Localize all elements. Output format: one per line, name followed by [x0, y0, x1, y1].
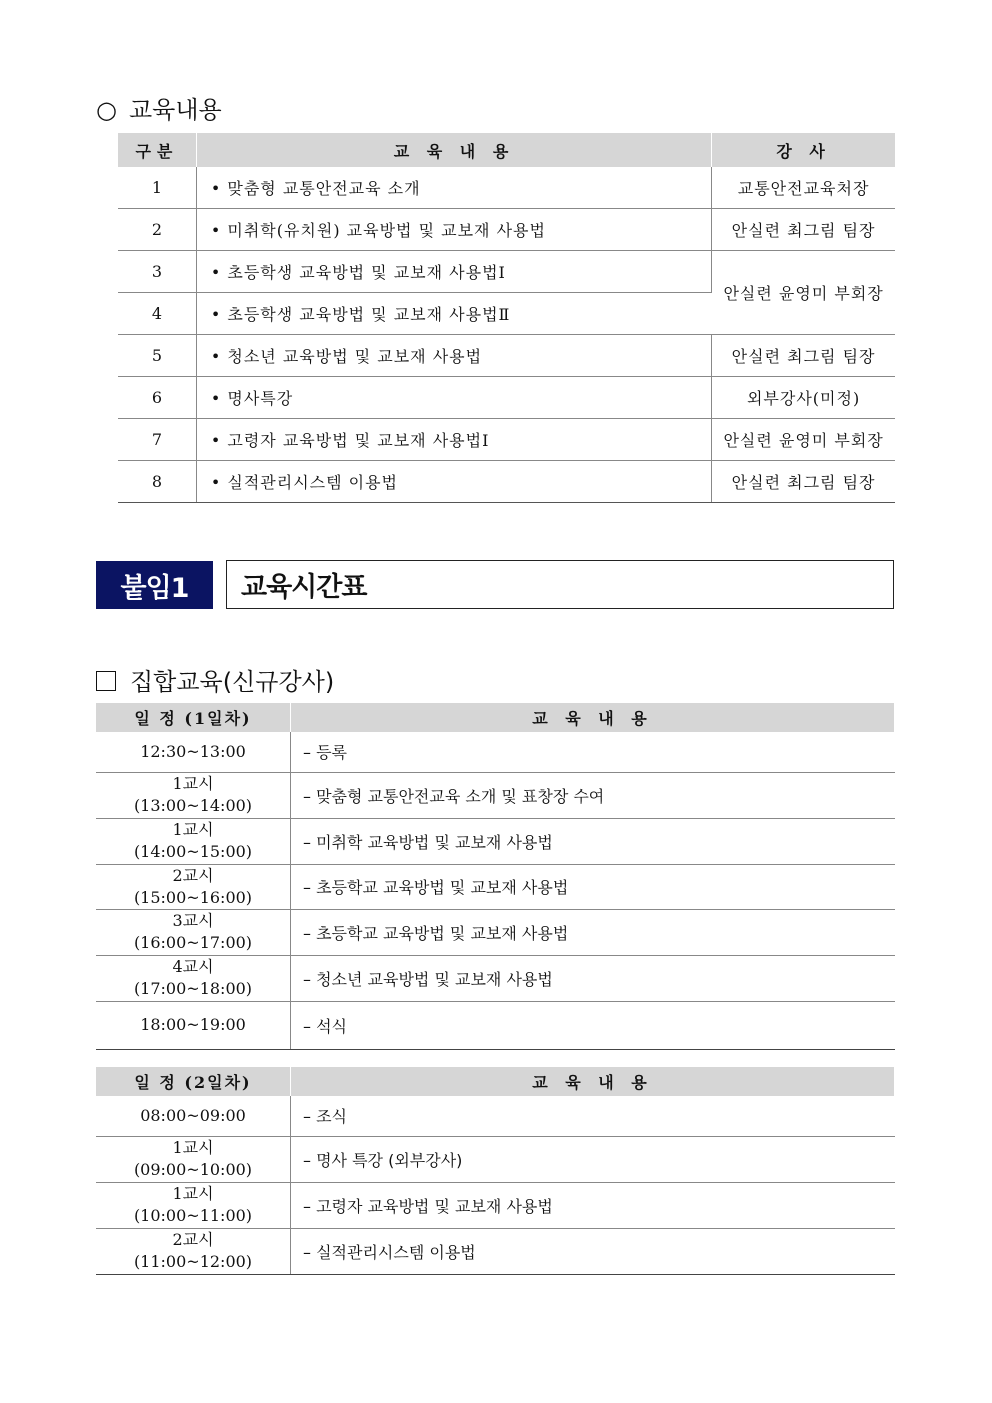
time-cell	[96, 772, 291, 818]
table-row	[96, 818, 895, 864]
period-label: 1교시	[172, 1184, 214, 1203]
time-cell	[96, 1096, 291, 1136]
time-range: (16:00~17:00)	[133, 933, 253, 952]
section-title: 집합교육(신규강사)	[130, 668, 335, 696]
period-label: 2교시	[172, 1230, 214, 1249]
row-content: – 초등학교 교육방법 및 교보재 사용법	[291, 909, 895, 955]
row-content: – 조식	[291, 1096, 895, 1136]
row-content: • 미취학(유치원) 교육방법 및 교보재 사용법	[196, 209, 711, 251]
row-content: • 맞춤형 교통안전교육 소개	[196, 167, 711, 209]
time-range: 18:00~19:00	[140, 1015, 246, 1034]
circle-bullet-icon: ○	[96, 96, 117, 124]
section-heading-group-education	[96, 662, 334, 697]
row-content: – 등록	[291, 732, 895, 772]
header-schedule: 일 정 (2일차)	[96, 1067, 291, 1096]
table-row	[118, 419, 895, 461]
period-label: 4교시	[172, 957, 214, 976]
row-content: • 명사특강	[196, 377, 711, 419]
table-header-row	[96, 703, 895, 732]
row-content: – 명사 특강 (외부강사)	[291, 1136, 895, 1182]
period-label: 1교시	[172, 820, 214, 839]
section-heading-education-content	[96, 90, 222, 125]
section-title: 교육내용	[128, 96, 222, 124]
time-range: 08:00~09:00	[140, 1105, 246, 1125]
schedule-day2-table	[96, 1067, 895, 1275]
period-label: 2교시	[172, 865, 214, 885]
row-number: 3	[118, 251, 196, 293]
table-row	[96, 864, 895, 909]
time-cell	[96, 864, 291, 909]
row-content: – 석식	[291, 1001, 895, 1049]
table-row	[118, 209, 895, 251]
time-range: (15:00~16:00)	[133, 887, 253, 907]
attachment-title: 교육시간표	[226, 560, 894, 609]
time-cell	[96, 955, 291, 1001]
period-label: 1교시	[172, 1138, 214, 1157]
time-cell	[96, 732, 291, 772]
row-lecturer: 안실련 최그림 팀장	[712, 335, 895, 377]
time-range: (09:00~10:00)	[133, 1160, 253, 1179]
row-number: 4	[118, 293, 196, 335]
row-content: – 실적관리시스템 이용법	[291, 1228, 895, 1274]
row-content: – 청소년 교육방법 및 교보재 사용법	[291, 955, 895, 1001]
header-content: 교 육 내 용	[196, 133, 711, 167]
row-lecturer: 안실련 윤영미 부회장	[712, 419, 895, 461]
header-content: 교 육 내 용	[291, 703, 895, 732]
table-row	[118, 167, 895, 209]
row-content: • 청소년 교육방법 및 교보재 사용법	[196, 335, 711, 377]
table-row	[96, 1182, 895, 1228]
table-row	[118, 377, 895, 419]
row-lecturer: 안실련 최그림 팀장	[712, 209, 895, 251]
time-cell	[96, 1136, 291, 1182]
row-number: 8	[118, 461, 196, 503]
time-cell	[96, 1001, 291, 1049]
row-content: – 고령자 교육방법 및 교보재 사용법	[291, 1182, 895, 1228]
table-row	[96, 955, 895, 1001]
row-number: 6	[118, 377, 196, 419]
row-lecturer: 안실련 윤영미 부회장	[712, 251, 895, 335]
row-number: 2	[118, 209, 196, 251]
header-category: 구분	[118, 133, 196, 167]
time-cell	[96, 1182, 291, 1228]
period-label: 3교시	[172, 911, 214, 930]
header-schedule: 일 정 (1일차)	[96, 703, 291, 732]
table-header-row	[96, 1067, 895, 1096]
row-content: • 초등학생 교육방법 및 교보재 사용법Ⅱ	[196, 293, 711, 335]
table-row	[96, 1096, 895, 1136]
table-header-row	[118, 133, 895, 167]
table-row	[96, 1228, 895, 1274]
education-content-table	[118, 133, 895, 503]
row-content: – 초등학교 교육방법 및 교보재 사용법	[291, 864, 895, 909]
table-row	[96, 909, 895, 955]
table-row	[118, 335, 895, 377]
time-cell	[96, 1228, 291, 1274]
time-range: (14:00~15:00)	[133, 842, 253, 861]
row-number: 7	[118, 419, 196, 461]
header-lecturer: 강 사	[712, 133, 895, 167]
time-range: (17:00~18:00)	[133, 979, 253, 998]
table-row	[96, 1001, 895, 1049]
time-range: (11:00~12:00)	[133, 1252, 253, 1271]
time-cell	[96, 818, 291, 864]
time-range: 12:30~13:00	[140, 741, 246, 761]
attachment-tag: 붙임1	[96, 561, 213, 609]
table-row	[96, 772, 895, 818]
table-row	[96, 1136, 895, 1182]
row-number: 5	[118, 335, 196, 377]
checkbox-icon	[96, 671, 116, 691]
row-content: • 실적관리시스템 이용법	[196, 461, 711, 503]
row-content: • 초등학생 교육방법 및 교보재 사용법Ⅰ	[196, 251, 711, 293]
row-content: – 맞춤형 교통안전교육 소개 및 표창장 수여	[291, 772, 895, 818]
row-content: – 미취학 교육방법 및 교보재 사용법	[291, 818, 895, 864]
row-number: 1	[118, 167, 196, 209]
row-lecturer: 안실련 최그림 팀장	[712, 461, 895, 503]
time-range: (13:00~14:00)	[133, 796, 253, 815]
time-cell	[96, 909, 291, 955]
schedule-day1-table	[96, 703, 895, 1050]
row-content: • 고령자 교육방법 및 교보재 사용법Ⅰ	[196, 419, 711, 461]
header-content: 교 육 내 용	[291, 1067, 895, 1096]
table-row	[118, 251, 895, 293]
table-row	[118, 461, 895, 503]
row-lecturer: 외부강사(미정)	[712, 377, 895, 419]
row-lecturer: 교통안전교육처장	[712, 167, 895, 209]
table-row	[96, 732, 895, 772]
period-label: 1교시	[172, 774, 214, 793]
time-range: (10:00~11:00)	[133, 1206, 253, 1225]
